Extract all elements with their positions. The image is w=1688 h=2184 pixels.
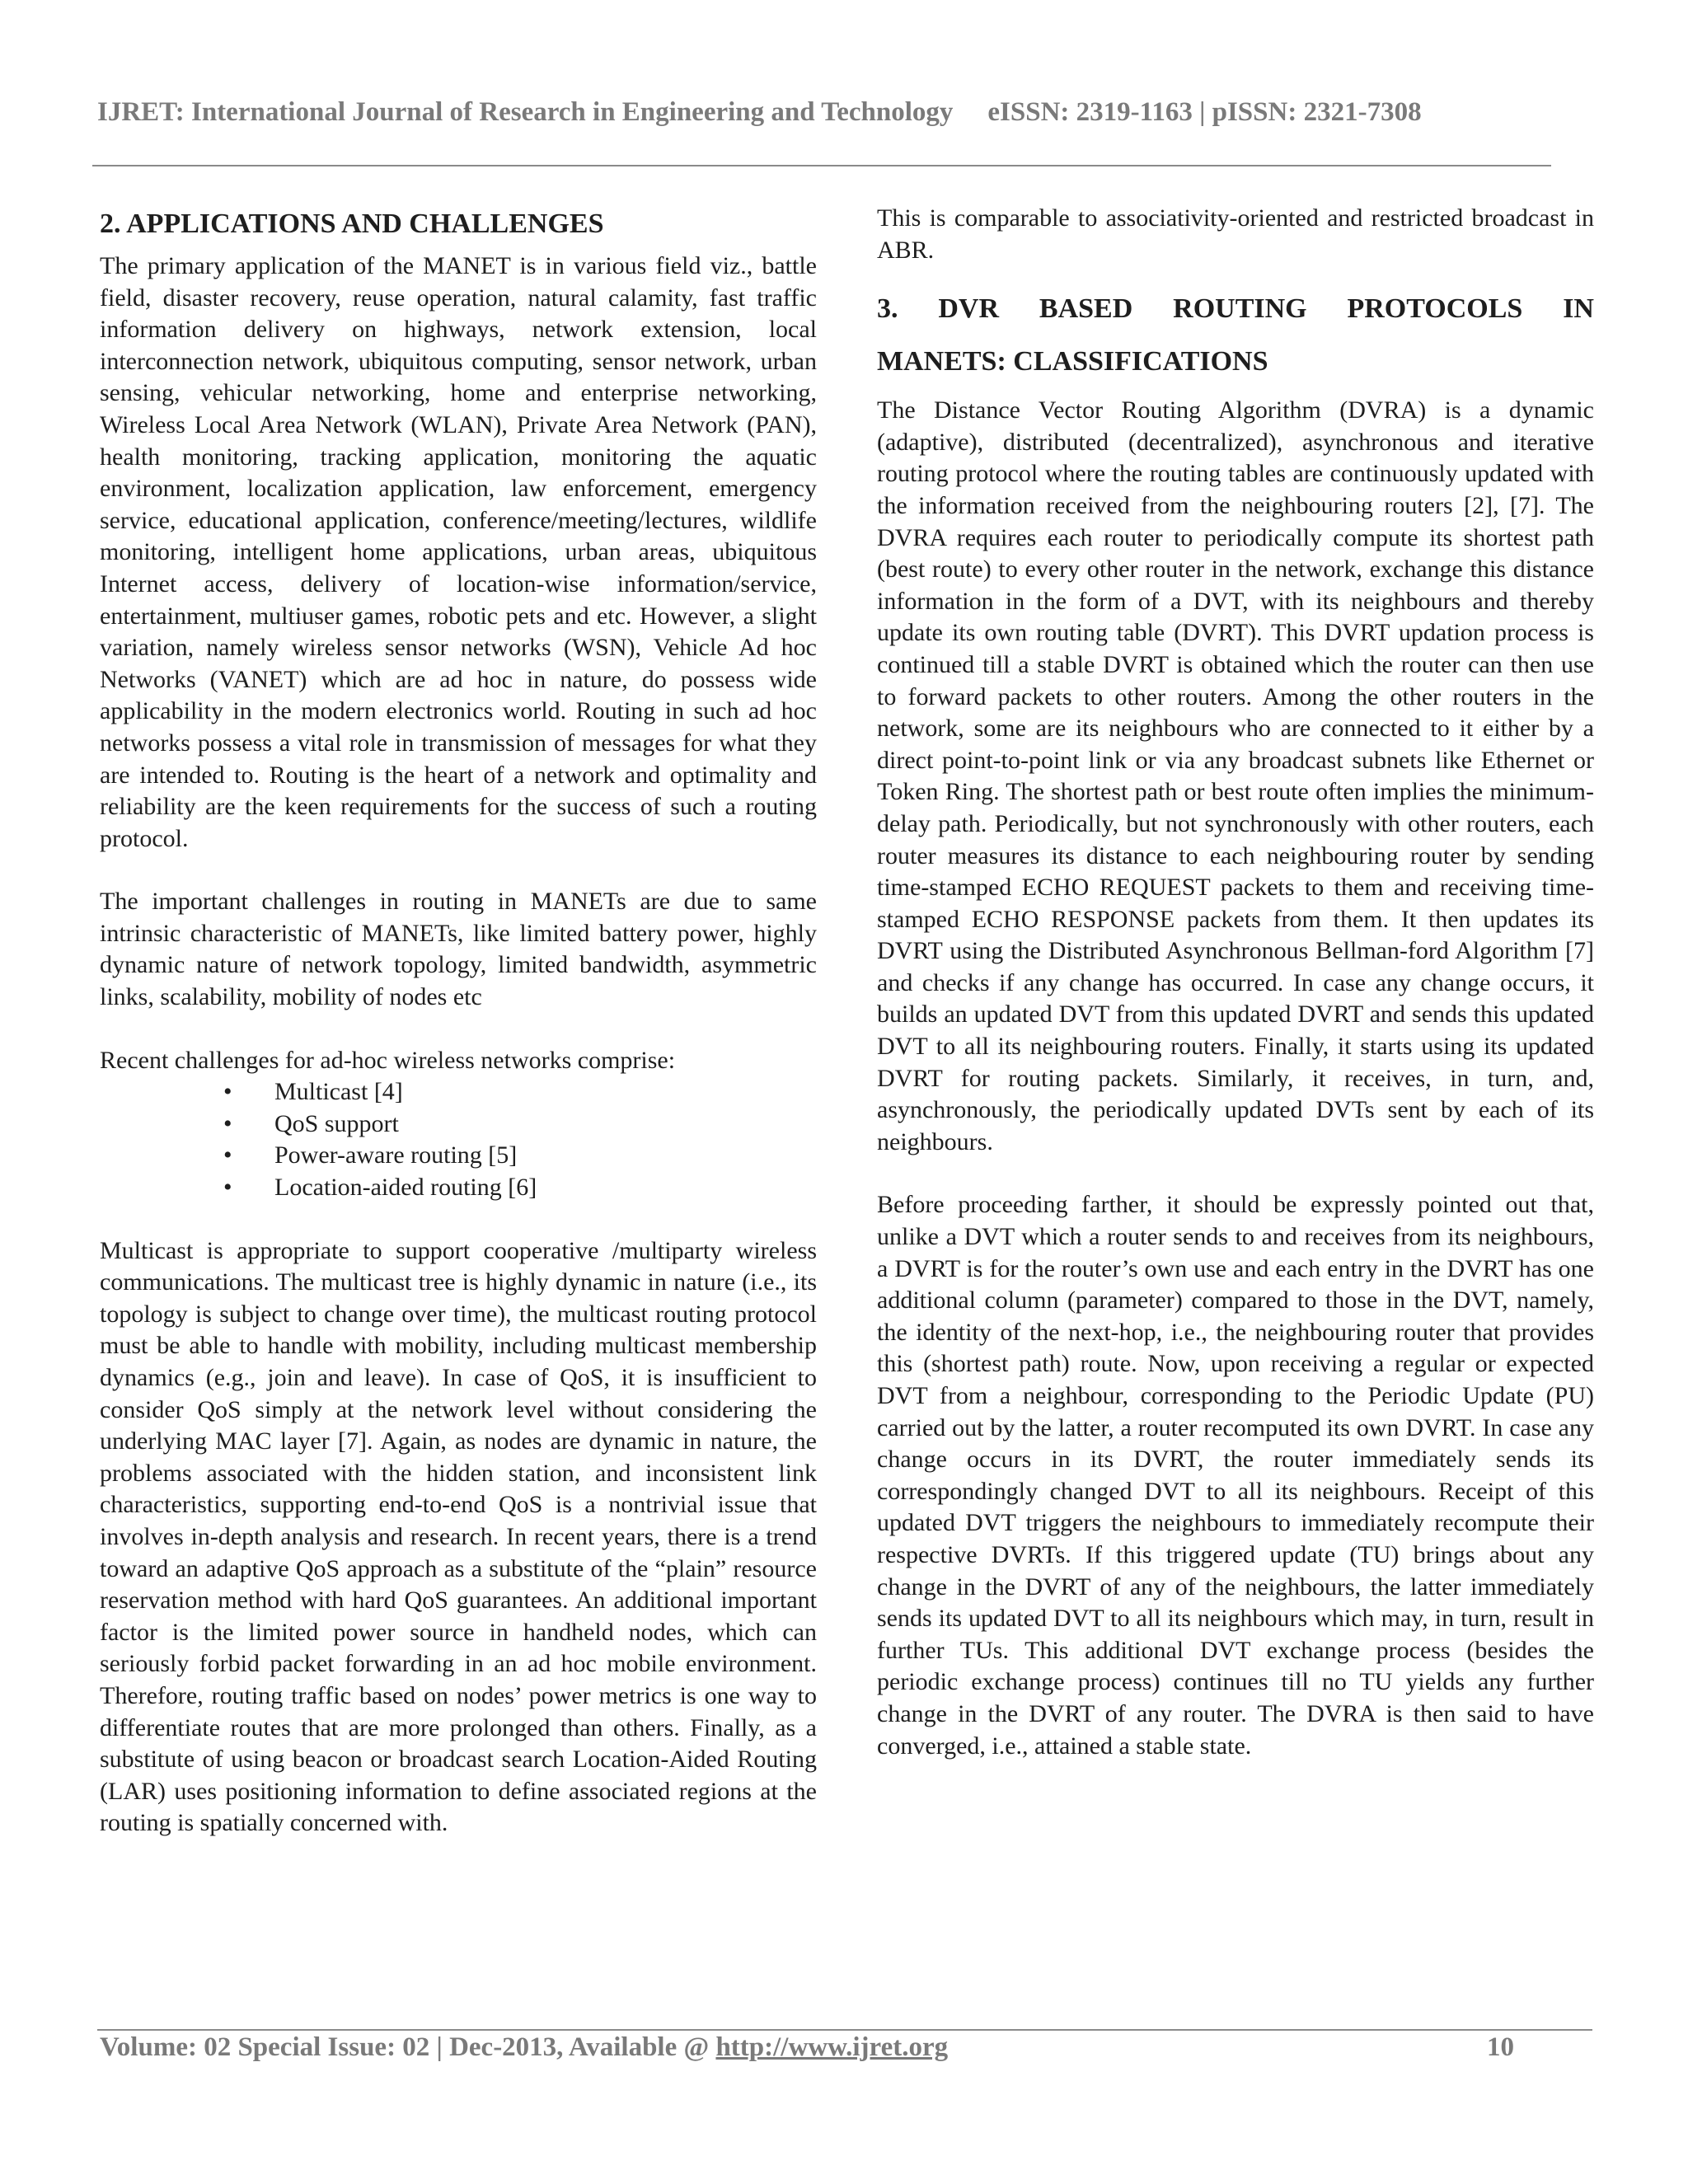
list-item-text: Location-aided routing [6] <box>274 1174 537 1202</box>
issn-numbers: eISSN: 2319-1163 | pISSN: 2321-7308 <box>987 97 1422 127</box>
list-item-text: Multicast [4] <box>274 1078 403 1106</box>
list-item-text: QoS support <box>274 1109 399 1137</box>
header-divider <box>92 165 1551 166</box>
section-heading-applications: 2. APPLICATIONS AND CHALLENGES <box>100 209 604 239</box>
list-item <box>223 1108 817 1141</box>
paragraph-recent-challenges: Recent challenges for ad-hoc wireless networks comprise: <box>100 1046 676 1074</box>
section-heading-line-2: MANETS: CLASSIFICATIONS <box>877 346 1268 377</box>
footer-divider <box>97 2029 1592 2031</box>
bullet-icon: • <box>223 1174 232 1202</box>
volume-info: Volume: 02 Special Issue: 02 | Dec-2013, Available @ <box>100 2032 716 2062</box>
list-item <box>223 1172 817 1204</box>
bullet-icon: • <box>223 1078 232 1106</box>
challenge-list <box>100 1076 817 1203</box>
page-number: 10 <box>1487 2032 1514 2062</box>
list-item-text: Power-aware routing [5] <box>274 1141 518 1169</box>
page-footer <box>100 2032 1514 2063</box>
paragraph-multicast: Multicast is appropriate to support cooperative /multiparty wireless communications. The multicast tree is highly dynamic in nature (i.e., its topology is subject to change over time), the multicast routing protocol must be able to handle with mobility, including multicast membership dynamics (e.g., join and leave). In case of QoS, it is insufficient to consider QoS simply at the network level without considering the underlying MAC layer [7]. Again, as nodes are dynamic in nature, the problems associated with the hidden station, and inconsistent link characteristics, supporting end-to-end QoS is a nontrivial issue that involves in-depth analysis and research. In recent years, there is a trend toward an adaptive QoS approach as a substitute of the “plain” resource reservation method with hard QoS guarantees. An additional important factor is the limited power source in handheld nodes, which can seriously forbid packet forwarding in an ad hoc mobile environment. Therefore, routing traffic based on nodes’ power metrics is one way to differentiate routes that are more prolonged than others. Finally, as a substitute of using beacon or broadcast search Location-Aided Routing (LAR) uses positioning information to define associated regions at the routing is spatially concerned with. <box>100 1236 817 1837</box>
right-column <box>877 203 1594 1762</box>
paragraph-gap <box>100 1014 817 1045</box>
paragraph-gap <box>100 855 817 886</box>
left-column <box>100 204 817 1840</box>
list-item <box>223 1140 817 1172</box>
section-heading-line-1: 3. DVR BASED ROUTING PROTOCOLS IN <box>877 293 1594 325</box>
paragraph-challenges: The important challenges in routing in MANETs are due to same intrinsic characteristic of MANETs, like limited battery power, highly dynamic nature of network topology, limited bandwidth, asymmetric links, scalability, mobility of nodes etc <box>100 888 817 1011</box>
page-header <box>97 97 1548 128</box>
bullet-icon: • <box>223 1109 232 1137</box>
journal-link[interactable]: http://www.ijret.org <box>715 2032 949 2062</box>
paragraph-gap <box>877 1158 1594 1189</box>
paragraph-dvrt: Before proceeding farther, it should be expressly pointed out that, unlike a DVT which a router sends to and receives from its neighbours, a DVRT is for the router’s own use and each entry in the DVRT has one additional column (parameter) compared to those in the DVT, namely, the identity of the next-hop, i.e., the neighbouring router that provides this (shortest path) route. Now, upon receiving a regular or expected DVT from a neighbour, corresponding to the Periodic Update (PU) carried out by the latter, a router recomputed its own DVRT. In case any change occurs in its DVRT, the router immediately sends its correspondingly changed DVT to all its neighbours. Receipt of this updated DVT triggers the neighbours to immediately recompute their respective DVRTs. If this triggered update (TU) brings about any change in the DVRT of any of the neighbours, the latter immediately sends its updated DVT to all its neighbours which may, in turn, result in further TUs. This additional DVT exchange process (besides the periodic exchange process) continues till no TU yields any further change in the DVRT of any router. The DVRA is then said to have converged, i.e., attained a stable state. <box>877 1191 1594 1760</box>
paragraph-applications: The primary application of the MANET is in various field viz., battle field, disaster recovery, reuse operation, natural calamity, fast traffic information delivery on highways, network extension, local interconnection network, ubiquitous computing, sensor network, urban sensing, vehicular networking, home and enterprise networking, Wireless Local Area Network (WLAN), Private Area Network (PAN), health monitoring, tracking application, monitoring the aquatic environment, localization application, law enforcement, emergency service, educational application, conference/meeting/lectures, wildlife monitoring, intelligent home applications, urban areas, ubiquitous Internet access, delivery of location-wise information/service, entertainment, multiuser games, robotic pets and etc. However, a slight variation, namely wireless sensor networks (WSN), Vehicle Ad hoc Networks (VANET) which are ad hoc in nature, do possess wide applicability in the modern electronics world. Routing in such ad hoc networks possess a vital role in transmission of messages for what they are intended to. Routing is the heart of a network and optimality and reliability are the keen requirements for the success of such a routing protocol. <box>100 252 817 852</box>
bullet-icon: • <box>223 1141 232 1169</box>
journal-title: IJRET: International Journal of Research in Engineering and Technology <box>97 97 954 127</box>
list-item <box>223 1076 817 1108</box>
paragraph-dvra: The Distance Vector Routing Algorithm (DVRA) is a dynamic (adaptive), distributed (decentralized), asynchronous and iterative routing protocol where the routing tables are continuously updated with the information received from the neighbouring routers [2], [7]. The DVRA requires each router to periodically compute its shortest path (best route) to every other router in the network, exchange this distance information in the form of a DVT, with its neighbours and thereby update its own routing table (DVRT). This DVRT updation process is continued till a stable DVRT is obtained which the router can then use to forward packets to other routers. Among the other routers in the network, some are its neighbours who are connected to it either by a direct point-to-point link or via any broadcast subnets like Ethernet or Token Ring. The shortest path or best route often implies the minimum-delay path. Periodically, but not synchronously with other routers, each router measures its distance to each neighbouring router by sending time-stamped ECHO REQUEST packets to them and receiving time-stamped ECHO RESPONSE packets from them. It then updates its DVRT using the Distributed Asynchronous Bellman-ford Algorithm [7] and checks if any change has occurred. In case any change occurs, it builds an updated DVT from this updated DVRT and sends this updated DVT to all its neighbouring routers. Finally, it starts using its updated DVRT for routing packets. Similarly, it receives, in turn, and, asynchronously, the periodically updated DVTs sent by each of its neighbours. <box>877 396 1594 1155</box>
paragraph-gap <box>100 1204 817 1235</box>
section-heading-dvr <box>877 283 1594 388</box>
paragraph-abr-comparison: This is comparable to associativity-oriented and restricted broadcast in ABR. <box>877 204 1594 264</box>
